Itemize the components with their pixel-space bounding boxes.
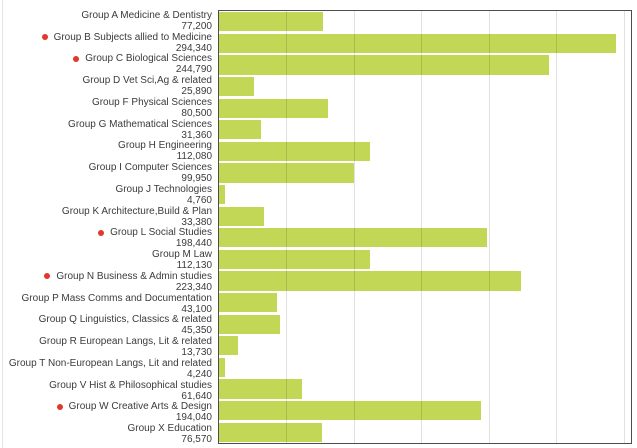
value-label: 80,500 xyxy=(181,107,212,119)
category-label: Group T Non-European Langs, Lit and related xyxy=(8,357,212,369)
label-row xyxy=(0,184,215,206)
label-row xyxy=(0,32,215,54)
label-row xyxy=(0,423,215,445)
value-label: 294,340 xyxy=(175,42,212,54)
value-label: 77,200 xyxy=(181,20,212,32)
bar xyxy=(219,120,261,139)
label-row xyxy=(0,206,215,228)
label-row xyxy=(0,54,215,76)
category-label: Group G Mathematical Sciences xyxy=(68,118,212,130)
category-label: Group J Technologies xyxy=(115,183,212,195)
label-row xyxy=(0,402,215,424)
label-row xyxy=(0,97,215,119)
value-label: 223,340 xyxy=(175,281,212,293)
bar xyxy=(219,142,370,161)
bar xyxy=(219,293,277,312)
value-label: 25,890 xyxy=(181,86,212,98)
value-label: 112,130 xyxy=(176,260,212,272)
bar xyxy=(219,336,238,355)
category-label: Group N Business & Admin studies xyxy=(56,270,212,282)
category-label: Group L Social Studies xyxy=(110,227,212,239)
gridline xyxy=(286,11,287,443)
value-label: 198,440 xyxy=(175,238,212,250)
category-label: Group H Engineering xyxy=(118,140,212,152)
label-row xyxy=(0,293,215,315)
gridline xyxy=(624,11,625,443)
label-row xyxy=(0,315,215,337)
red-dot-marker-icon xyxy=(44,273,50,279)
bar xyxy=(219,379,302,398)
label-row xyxy=(0,75,215,97)
value-label: 99,950 xyxy=(181,173,212,185)
value-label: 13,730 xyxy=(181,347,212,359)
value-label: 194,040 xyxy=(175,412,212,424)
value-label: 43,100 xyxy=(181,303,212,315)
label-row xyxy=(0,336,215,358)
value-label: 33,380 xyxy=(181,216,212,228)
bar xyxy=(219,315,280,334)
bar xyxy=(219,12,323,31)
category-label: Group Q Linguistics, Classics & related xyxy=(38,314,212,326)
category-label: Group A Medicine & Dentistry xyxy=(81,9,212,21)
bar xyxy=(219,358,225,377)
bar xyxy=(219,401,481,420)
gridline xyxy=(354,11,355,443)
red-dot-marker-icon xyxy=(57,404,63,410)
category-label: Group B Subjects allied to Medicine xyxy=(53,31,212,43)
red-dot-marker-icon xyxy=(73,56,79,62)
bar xyxy=(219,423,322,442)
category-labels-column xyxy=(0,10,215,445)
category-label: Group X Education xyxy=(127,423,212,435)
red-dot-marker-icon xyxy=(42,34,48,40)
value-label: 244,790 xyxy=(175,64,212,76)
bar xyxy=(219,250,370,269)
gridline xyxy=(556,11,557,443)
label-row xyxy=(0,162,215,184)
bar xyxy=(219,271,521,290)
category-label: Group W Creative Arts & Design xyxy=(68,401,212,413)
label-row xyxy=(0,358,215,380)
bar xyxy=(219,99,328,118)
label-row xyxy=(0,141,215,163)
value-label: 31,360 xyxy=(181,129,212,141)
category-label: Group F Physical Sciences xyxy=(91,96,212,108)
bar xyxy=(219,207,264,226)
label-row xyxy=(0,249,215,271)
bar xyxy=(219,77,254,96)
label-row xyxy=(0,380,215,402)
value-label: 45,350 xyxy=(181,325,212,337)
category-label: Group V Hist & Philosophical studies xyxy=(49,379,212,391)
category-label: Group K Architecture,Build & Plan xyxy=(61,205,212,217)
bar xyxy=(219,185,225,204)
gridline xyxy=(489,11,490,443)
category-label: Group D Vet Sci,Ag & related xyxy=(82,75,212,87)
value-label: 61,640 xyxy=(181,390,212,402)
label-row xyxy=(0,119,215,141)
value-label: 4,760 xyxy=(186,194,212,206)
plot-area xyxy=(218,10,632,444)
bar xyxy=(219,55,549,74)
gridline xyxy=(421,11,422,443)
category-label: Group C Biological Sciences xyxy=(85,53,212,65)
category-label: Group I Computer Sciences xyxy=(88,162,212,174)
category-label: Group R European Langs, Lit & related xyxy=(39,336,212,348)
category-label: Group P Mass Comms and Documentation xyxy=(21,292,212,304)
label-row xyxy=(0,10,215,32)
category-label: Group M Law xyxy=(151,249,212,261)
value-label: 112,080 xyxy=(176,151,212,163)
label-row xyxy=(0,271,215,293)
value-label: 4,240 xyxy=(186,368,212,380)
label-row xyxy=(0,228,215,250)
value-label: 76,570 xyxy=(181,434,212,446)
red-dot-marker-icon xyxy=(98,230,104,236)
